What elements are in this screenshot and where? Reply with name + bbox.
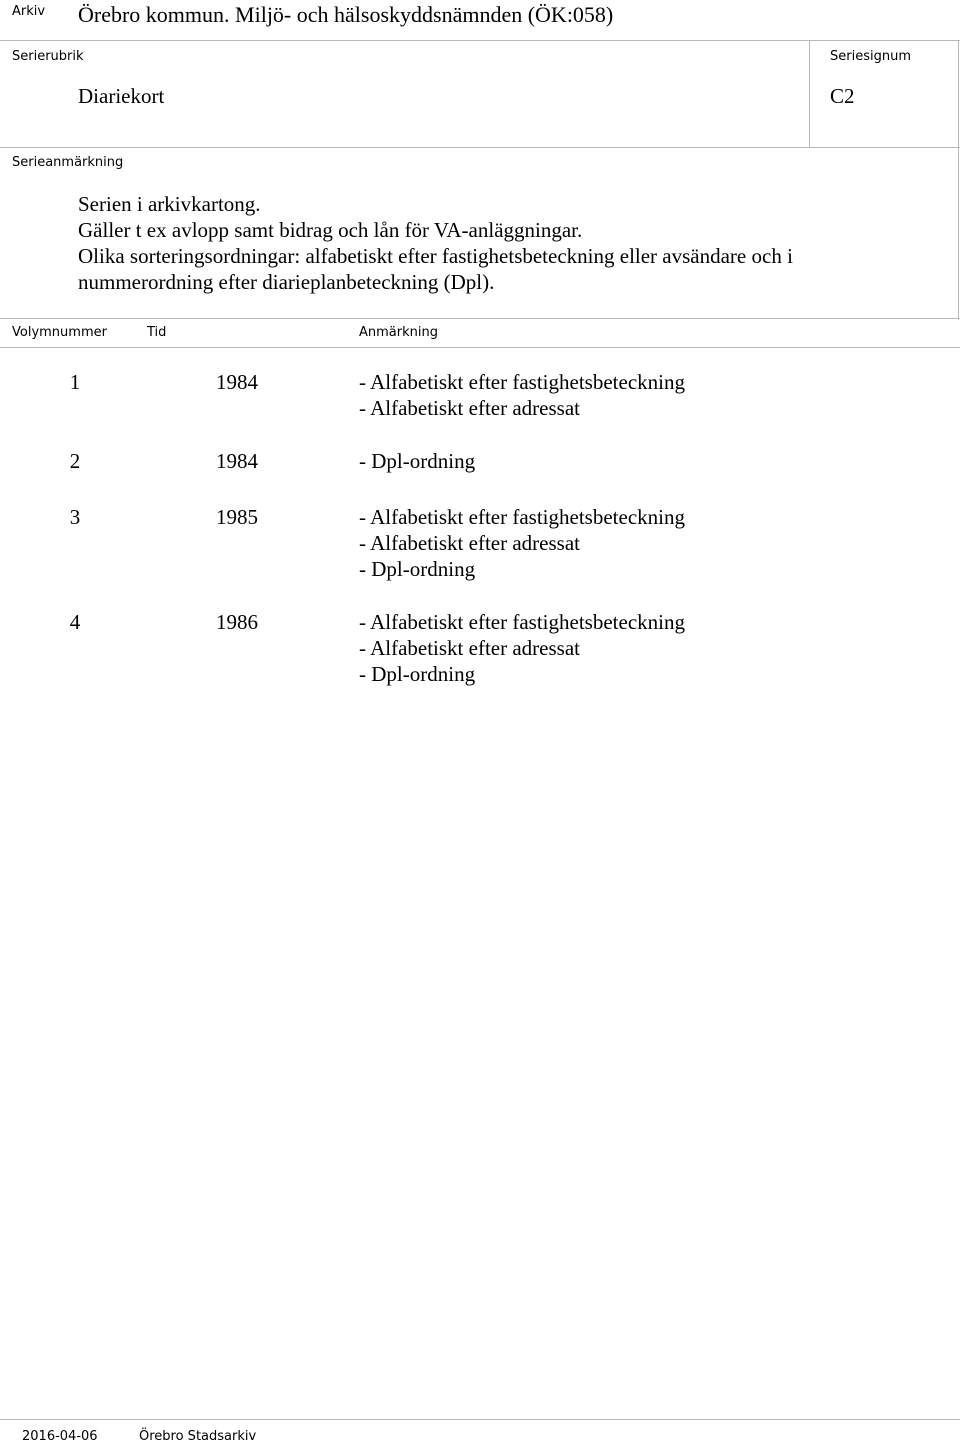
serierubrik-value: Diariekort [78, 84, 165, 108]
footer-date: 2016-04-06 [22, 1429, 98, 1444]
anmarkning-line: - Alfabetiskt efter adressat [359, 396, 580, 420]
tid-cell: 1986 [216, 610, 258, 634]
note-line: Serien i arkivkartong. [78, 192, 261, 216]
volymnummer-header: Volymnummer [12, 325, 107, 340]
arkiv-label: Arkiv [12, 4, 46, 19]
anmarkning-line: - Alfabetiskt efter adressat [359, 636, 580, 660]
seriesignum-value: C2 [830, 84, 855, 108]
anmarkning-line: - Dpl-ordning [359, 557, 476, 581]
anmarkning-cell [359, 609, 685, 687]
note-line: Olika sorteringsordningar: alfabetiskt efter fastighetsbeteckning eller avsändare och i [78, 244, 793, 268]
footer-organization: Örebro Stadsarkiv [139, 1429, 257, 1444]
anmarkning-line: - Dpl-ordning [359, 449, 476, 473]
anmarkning-line: - Dpl-ordning [359, 662, 476, 686]
volym-cell: 1 [69, 370, 81, 394]
divider [958, 40, 959, 320]
anmarkning-line: - Alfabetiskt efter fastighetsbeteckning [359, 370, 685, 394]
seriesignum-label: Seriesignum [830, 49, 911, 64]
anmarkning-line: - Alfabetiskt efter adressat [359, 531, 580, 555]
volym-cell: 4 [69, 610, 81, 634]
anmarkning-cell [359, 504, 685, 582]
divider [0, 318, 960, 319]
divider [0, 147, 960, 148]
tid-cell: 1985 [216, 505, 258, 529]
serieanmarkning-text [78, 191, 793, 295]
anmarkning-header: Anmärkning [359, 325, 438, 340]
serieanmarkning-label: Serieanmärkning [12, 155, 124, 170]
divider [0, 347, 960, 348]
anmarkning-line: - Alfabetiskt efter fastighetsbeteckning [359, 505, 685, 529]
anmarkning-cell [359, 448, 475, 474]
divider [809, 40, 810, 147]
note-line: nummerordning efter diarieplanbeteckning (Dpl). [78, 270, 495, 294]
note-line: Gäller t ex avlopp samt bidrag och lån för VA-anläggningar. [78, 218, 583, 242]
volym-cell: 3 [69, 505, 81, 529]
tid-cell: 1984 [216, 370, 258, 394]
divider [0, 40, 960, 41]
anmarkning-cell [359, 369, 685, 421]
tid-header: Tid [147, 325, 167, 340]
tid-cell: 1984 [216, 449, 258, 473]
anmarkning-line: - Alfabetiskt efter fastighetsbeteckning [359, 610, 685, 634]
divider [0, 1419, 960, 1420]
serierubrik-label: Serierubrik [12, 49, 84, 64]
volym-cell: 2 [69, 449, 81, 473]
arkiv-title: Örebro kommun. Miljö- och hälsoskyddsnämnden (ÖK:058) [78, 2, 614, 27]
